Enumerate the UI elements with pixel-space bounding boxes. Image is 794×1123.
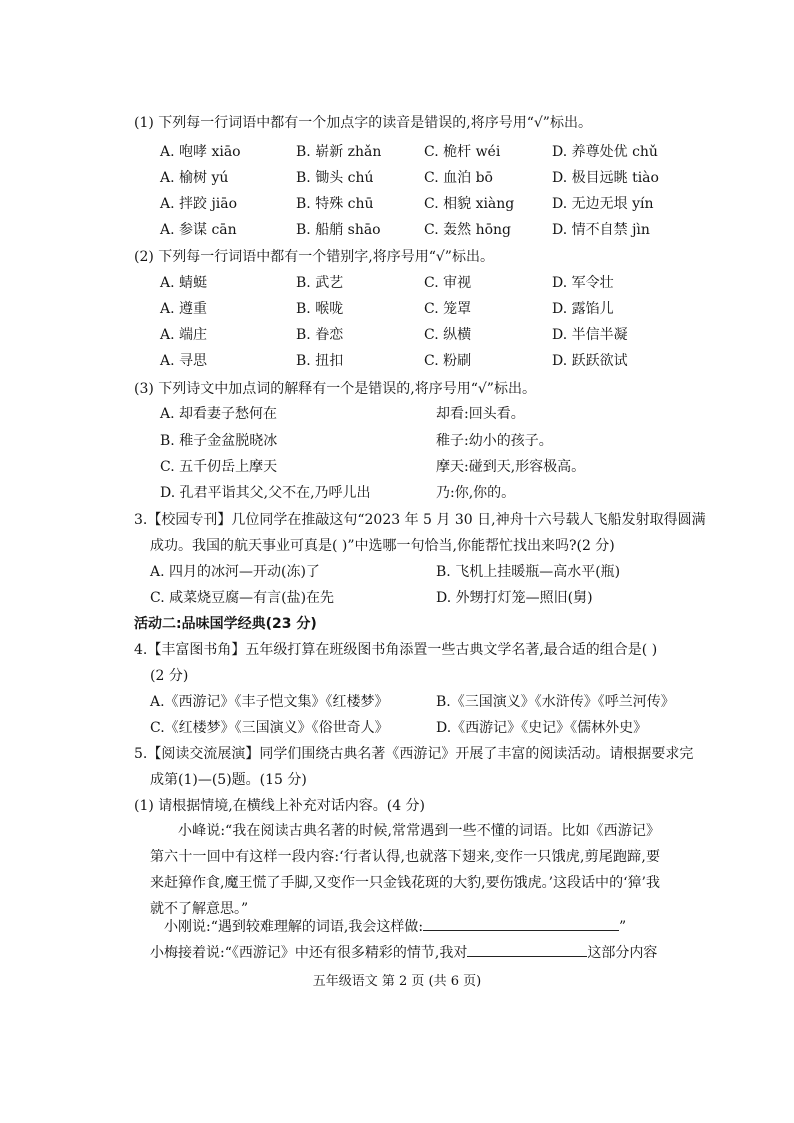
q3-option: D. 孔君平诣其父,父不在,乃呼儿出 — [160, 485, 371, 501]
q1-option: C. 桅杆 wéi — [424, 144, 501, 160]
q3-stem: (3) 下列诗文中加点词的解释有一个是错误的,将序号用“√”标出。 — [134, 381, 536, 397]
gang-prefix: 小刚说:“遇到较难理解的词语,我会这样做: — [164, 919, 424, 935]
q1-option: A. 咆哮 xiāo — [160, 144, 241, 160]
q1-option: B. 特殊 chū — [296, 196, 374, 212]
q2-option: C. 审视 — [424, 275, 472, 291]
q3-option: A. 却看妻子愁何在 — [160, 406, 278, 422]
question-3-option: B. 飞机上挂暖瓶—高水平(瓶) — [436, 564, 621, 580]
answer-blank[interactable] — [423, 915, 619, 931]
q1-option: D. 极目远眺 tiào — [552, 170, 659, 186]
q1-option: B. 船艄 shāo — [296, 222, 381, 238]
question-4-line2: (2 分) — [150, 668, 189, 684]
q2-option: B. 眷恋 — [296, 327, 344, 343]
q2-option: D. 露馅儿 — [552, 301, 614, 317]
question-4-option: D.《西游记》《史记》《儒林外史》 — [436, 720, 648, 736]
q3-explanation: 摩天:碰到天,形容极高。 — [436, 459, 586, 475]
dialogue-paragraph: 小峰说:“我在阅读古典名著的时候,常常遇到一些不懂的词语。比如《西游记》第六十一回中有这样一段内容:‘行者认得,也就落下翅来,变作一只饿虎,剪尾跑蹄,要来赶獐作食,魔王慌了手脚,又变作一只金钱花斑的大豹,要伤饿虎。’这段话中的‘獐’我就不了解意思。” — [150, 823, 660, 917]
q1-option: A. 参谋 cān — [160, 222, 237, 238]
q2-option: D. 跃跃欲试 — [552, 353, 628, 369]
question-5-line2: 成第(1)—(5)题。(15 分) — [150, 772, 307, 788]
question-3-line1: 3.【校园专刊】几位同学在推敲这句“2023 年 5 月 30 日,神舟十六号载人飞船发射取得圆满 — [134, 512, 706, 528]
q3-option: C. 五千仞岳上摩天 — [160, 459, 278, 475]
q1-option: D. 无边无垠 yín — [552, 196, 654, 212]
q2-option: A. 遵重 — [160, 301, 208, 317]
q1-option: A. 拌跤 jiāo — [160, 196, 238, 212]
q2-option: A. 蜻蜓 — [160, 275, 208, 291]
q1-stem: (1) 下列每一行词语中都有一个加点字的读音是错误的,将序号用“√”标出。 — [134, 115, 592, 131]
q3-explanation: 却看:回头看。 — [436, 406, 525, 422]
q2-option: A. 端庄 — [160, 327, 208, 343]
q2-option: B. 喉咙 — [296, 301, 344, 317]
q1-option: D. 养尊处优 chǔ — [552, 144, 658, 160]
q1-option: A. 榆树 yú — [160, 170, 229, 186]
q1-option: B. 锄头 chú — [296, 170, 374, 186]
question-3-line2: 成功。我国的航天事业可真是( )”中选哪一句恰当,你能帮忙找出来吗?(2 分) — [150, 538, 615, 554]
q3-option: B. 稚子金盆脱晓冰 — [160, 433, 278, 449]
q2-option: C. 粉刷 — [424, 353, 472, 369]
q2-option: A. 寻思 — [160, 353, 208, 369]
q1-option: B. 崭新 zhǎn — [296, 144, 382, 160]
question-3-option: A. 四月的冰河—开动(冻)了 — [150, 564, 320, 580]
gang-line — [164, 915, 626, 936]
q2-stem: (2) 下列每一行词语中都有一个错别字,将序号用“√”标出。 — [134, 249, 494, 265]
q2-option: C. 笼罩 — [424, 301, 472, 317]
q2-option: C. 纵横 — [424, 327, 472, 343]
question-5-sub1: (1) 请根据情境,在横线上补充对话内容。(4 分) — [134, 798, 426, 814]
question-5-line1: 5.【阅读交流展演】同学们围绕古典名著《西游记》开展了丰富的阅读活动。请根据要求完 — [134, 746, 694, 762]
q2-option: D. 半信半凝 — [552, 327, 628, 343]
question-3-option: C. 咸菜烧豆腐—有言(盐)在先 — [150, 590, 335, 606]
page-footer: 五年级语文 第 2 页 (共 6 页) — [312, 974, 482, 989]
question-4-option: A.《西游记》《丰子恺文集》《红楼梦》 — [150, 694, 389, 710]
q2-option: B. 武艺 — [296, 275, 344, 291]
gang-suffix: ” — [619, 919, 627, 935]
question-4-line1: 4.【丰富图书角】五年级打算在班级图书角添置一些古典文学名著,最合适的组合是( ) — [134, 642, 658, 658]
q2-option: B. 扭扣 — [296, 353, 344, 369]
q1-option: D. 情不自禁 jìn — [552, 222, 650, 238]
q3-explanation: 乃:你,你的。 — [436, 485, 516, 501]
q1-option: C. 轰然 hōng — [424, 222, 511, 238]
question-4-option: C.《红楼梦》《三国演义》《俗世奇人》 — [150, 720, 389, 736]
answer-blank[interactable] — [467, 941, 587, 957]
q1-option: C. 血泊 bō — [424, 170, 493, 186]
q3-explanation: 稚子:幼小的孩子。 — [436, 433, 553, 449]
q2-option: D. 军令壮 — [552, 275, 614, 291]
question-4-option: B.《三国演义》《水浒传》《呼兰河传》 — [436, 694, 675, 710]
mei-line — [150, 941, 657, 962]
q1-option: C. 相貌 xiàng — [424, 196, 515, 212]
mei-suffix: 这部分内容 — [587, 945, 658, 961]
activity-2-title: 活动二:品味国学经典(23 分) — [134, 616, 317, 632]
question-3-option: D. 外甥打灯笼—照旧(舅) — [436, 590, 593, 606]
mei-prefix: 小梅接着说:“《西游记》中还有很多精彩的情节,我对 — [150, 945, 468, 961]
